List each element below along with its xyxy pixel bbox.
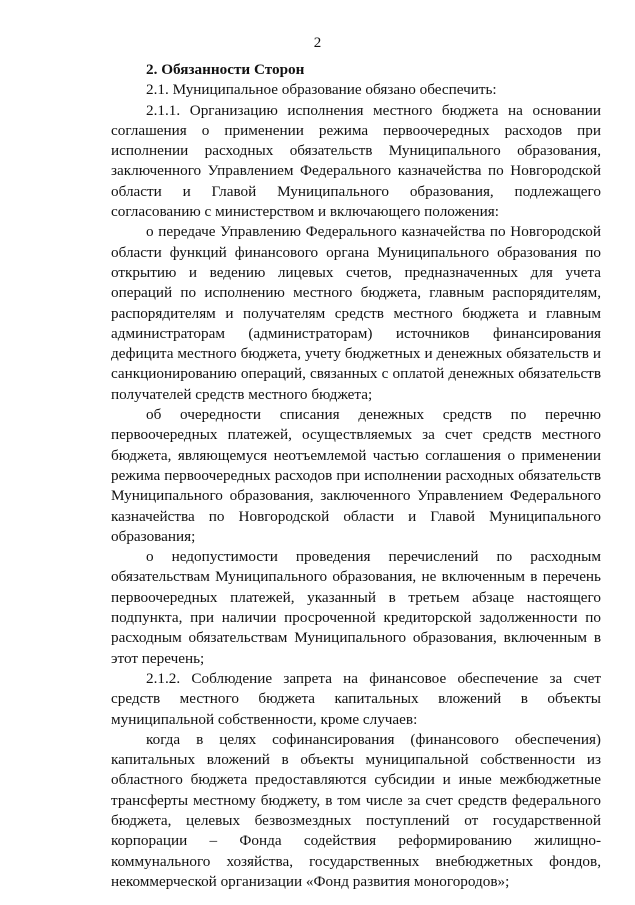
paragraph-payment-order: об очередности списания денежных средств по перечню первоочередных платежей, осуществляемых за счет средств местного бюджета, являющемуся неотъемлемой частью соглашения о применении режима первоочередных расходов при исполнении расходных обязательств Муниципального образования, заключенного Управлением Федерального казначейства по Новгородской области и Главой Муниципального образования;: [111, 406, 601, 545]
paragraph-cofinancing: когда в целях софинансирования (финансового обеспечения) капитальных вложений в объекты муниципальной собственности из областного бюджета предоставляются субсидии и иные межбюджетные трансферты местному бюджету, в том числе за счет средств федерального бюджета, целевых безвозмездных поступлений от государственной корпорации – Фонда содействия реформированию жилищно-коммунального хозяйства, государственных внебюджетных фондов, некоммерческой организации «Фонд развития моногородов»;: [111, 730, 601, 890]
paragraph-2-1-1: 2.1.1. Организацию исполнения местного бюджета на основании соглашения о применении режима первоочередных расходов при исполнении расходных обязательств Муниципального образования, заключенного Управлением Федерального казначейства по Новгородской области и Главой Муниципального образования, подлежащего согласованию с министерством и включающего положения:: [111, 101, 601, 221]
paragraph-2-1-2: 2.1.2. Соблюдение запрета на финансовое обеспечение за счет средств местного бюджета капитальных вложений в объекты муниципальной собственности, кроме случаев:: [111, 669, 601, 728]
document-body: [111, 60, 601, 892]
paragraph-transfer-functions: о передаче Управлению Федерального казначейства по Новгородской области функций финансового органа Муниципального образования по открытию и ведению лицевых счетов, предназначенных для учета операций по исполнению местного бюджета, главным распорядителям, распорядителям и получателям средств местного бюджета и главным администраторам (администраторам) источников финансирования дефицита местного бюджета, учету бюджетных и денежных обязательств и санкционированию операций, связанных с оплатой денежных обязательств получателей средств местного бюджета;: [111, 223, 601, 403]
section-heading: 2. Обязанности Сторон: [146, 61, 305, 78]
page-number: 2: [313, 35, 322, 51]
paragraph-inadmissibility: о недопустимости проведения перечислений по расходным обязательствам Муниципального образования, не включенным в перечень первоочередных платежей, указанный в третьем абзаце настоящего подпункта, при наличии просроченной кредиторской задолженности по расходным обязательствам Муниципального образования, включенным в этот перечень;: [111, 548, 601, 667]
paragraph-2-1: 2.1. Муниципальное образование обязано обеспечить:: [146, 81, 497, 99]
